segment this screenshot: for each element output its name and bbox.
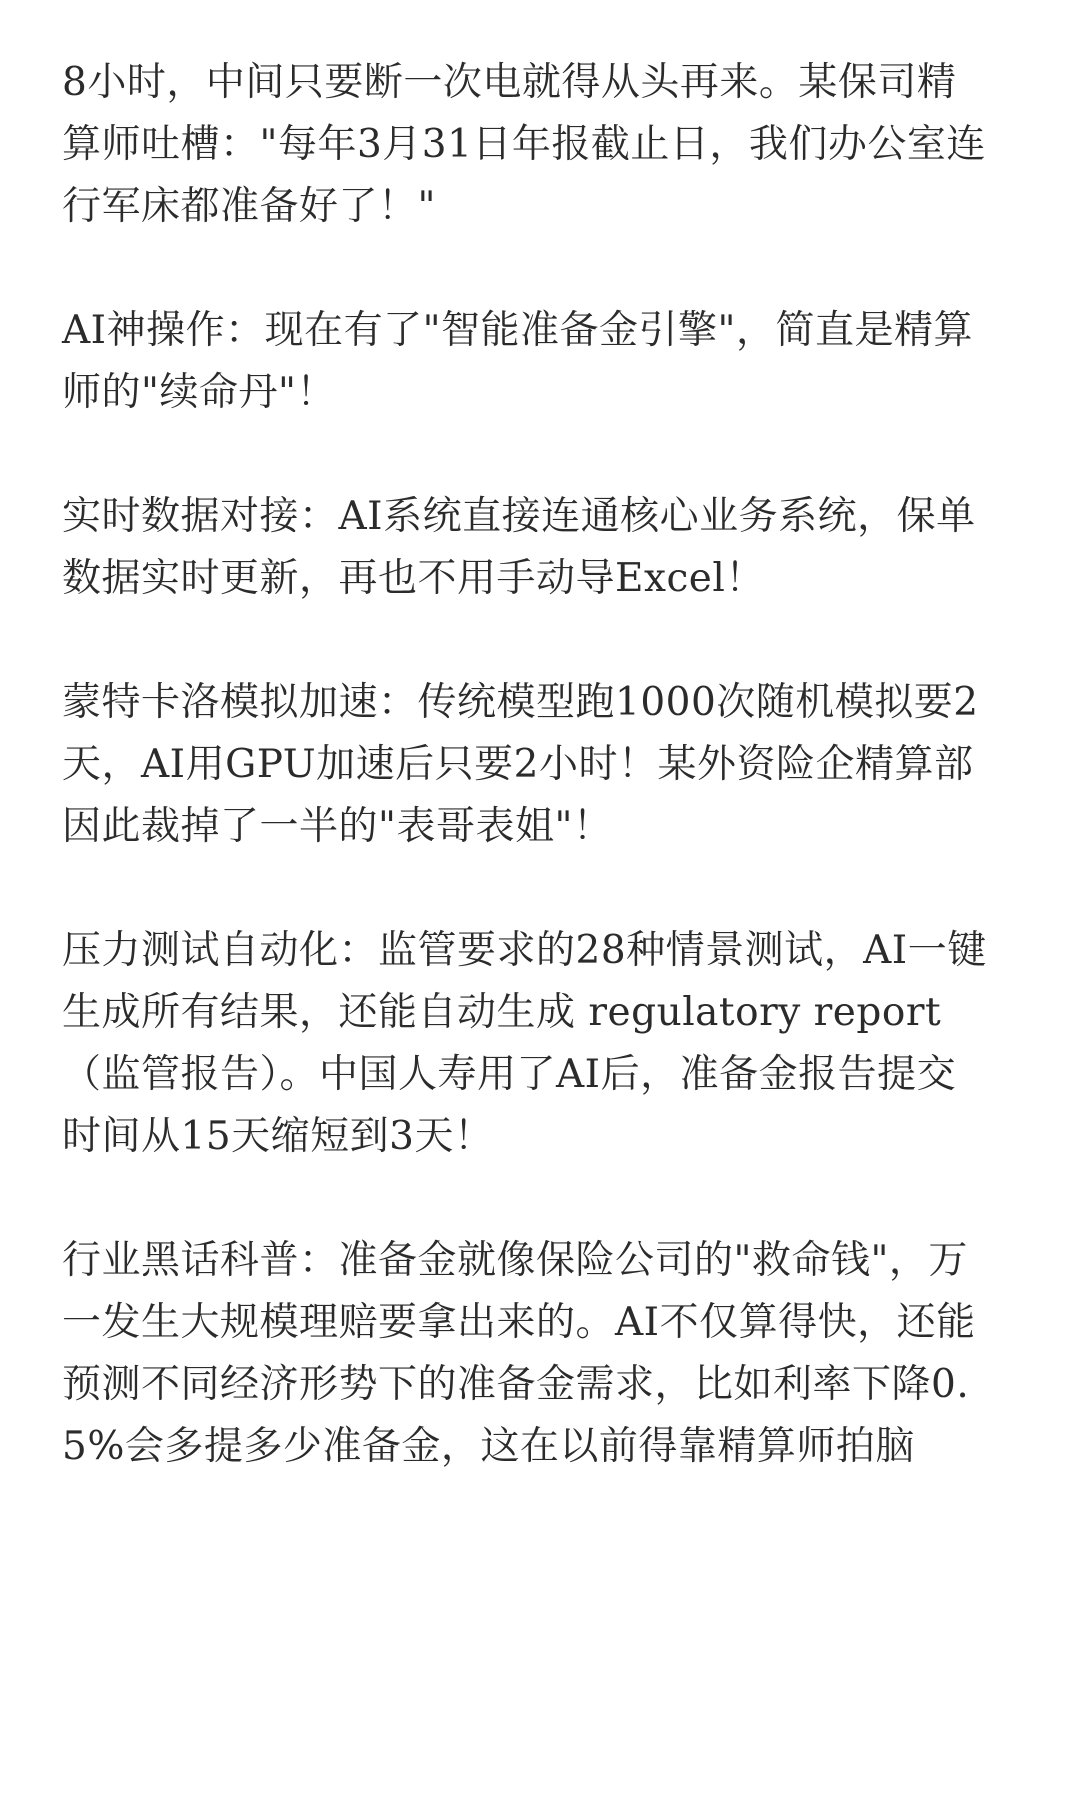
article-body — [62, 52, 1032, 1478]
text-line: 一发生大规模理赔要拿出来的。AI不仅算得快，还能 — [62, 1300, 976, 1345]
paragraph-realtime-data — [62, 486, 1032, 610]
text-line: 时间从15天缩短到3天！ — [62, 1114, 494, 1159]
text-line: 5%会多提多少准备金，这在以前得靠精算师拍脑 — [62, 1424, 915, 1469]
paragraph-stress-test — [62, 920, 1032, 1168]
text-line: 蒙特卡洛模拟加速：传统模型跑1000次随机模拟要2 — [62, 680, 979, 725]
text-line: （监管报告）。中国人寿用了AI后，准备金报告提交 — [62, 1052, 957, 1097]
text-line: 因此裁掉了一半的"表哥表姐"！ — [62, 804, 613, 849]
paragraph-monte-carlo — [62, 672, 1032, 858]
text-line: 行军床都准备好了！" — [62, 184, 436, 229]
text-line: 预测不同经济形势下的准备金需求，比如利率下降0. — [62, 1362, 970, 1407]
text-line: 8小时，中间只要断一次电就得从头再来。某保司精 — [62, 60, 957, 105]
paragraph-overtime — [62, 52, 1032, 238]
text-line: 生成所有结果，还能自动生成 regulatory report — [62, 990, 942, 1035]
text-line: 天，AI用GPU加速后只要2小时！某外资险企精算部 — [62, 742, 974, 787]
text-line: 师的"续命丹"！ — [62, 370, 336, 415]
text-line: AI神操作：现在有了"智能准备金引擎"，简直是精算 — [62, 308, 973, 353]
paragraph-industry-jargon — [62, 1230, 1032, 1478]
text-line: 压力测试自动化：监管要求的28种情景测试，AI一键 — [62, 928, 987, 973]
text-line: 数据实时更新，再也不用手动导Excel！ — [62, 556, 765, 601]
text-line: 行业黑话科普：准备金就像保险公司的"救命钱"，万 — [62, 1238, 968, 1283]
text-line: 算师吐槽："每年3月31日年报截止日，我们办公室连 — [62, 122, 986, 167]
text-line: 实时数据对接：AI系统直接连通核心业务系统，保单 — [62, 494, 976, 539]
paragraph-ai-engine — [62, 300, 1032, 424]
